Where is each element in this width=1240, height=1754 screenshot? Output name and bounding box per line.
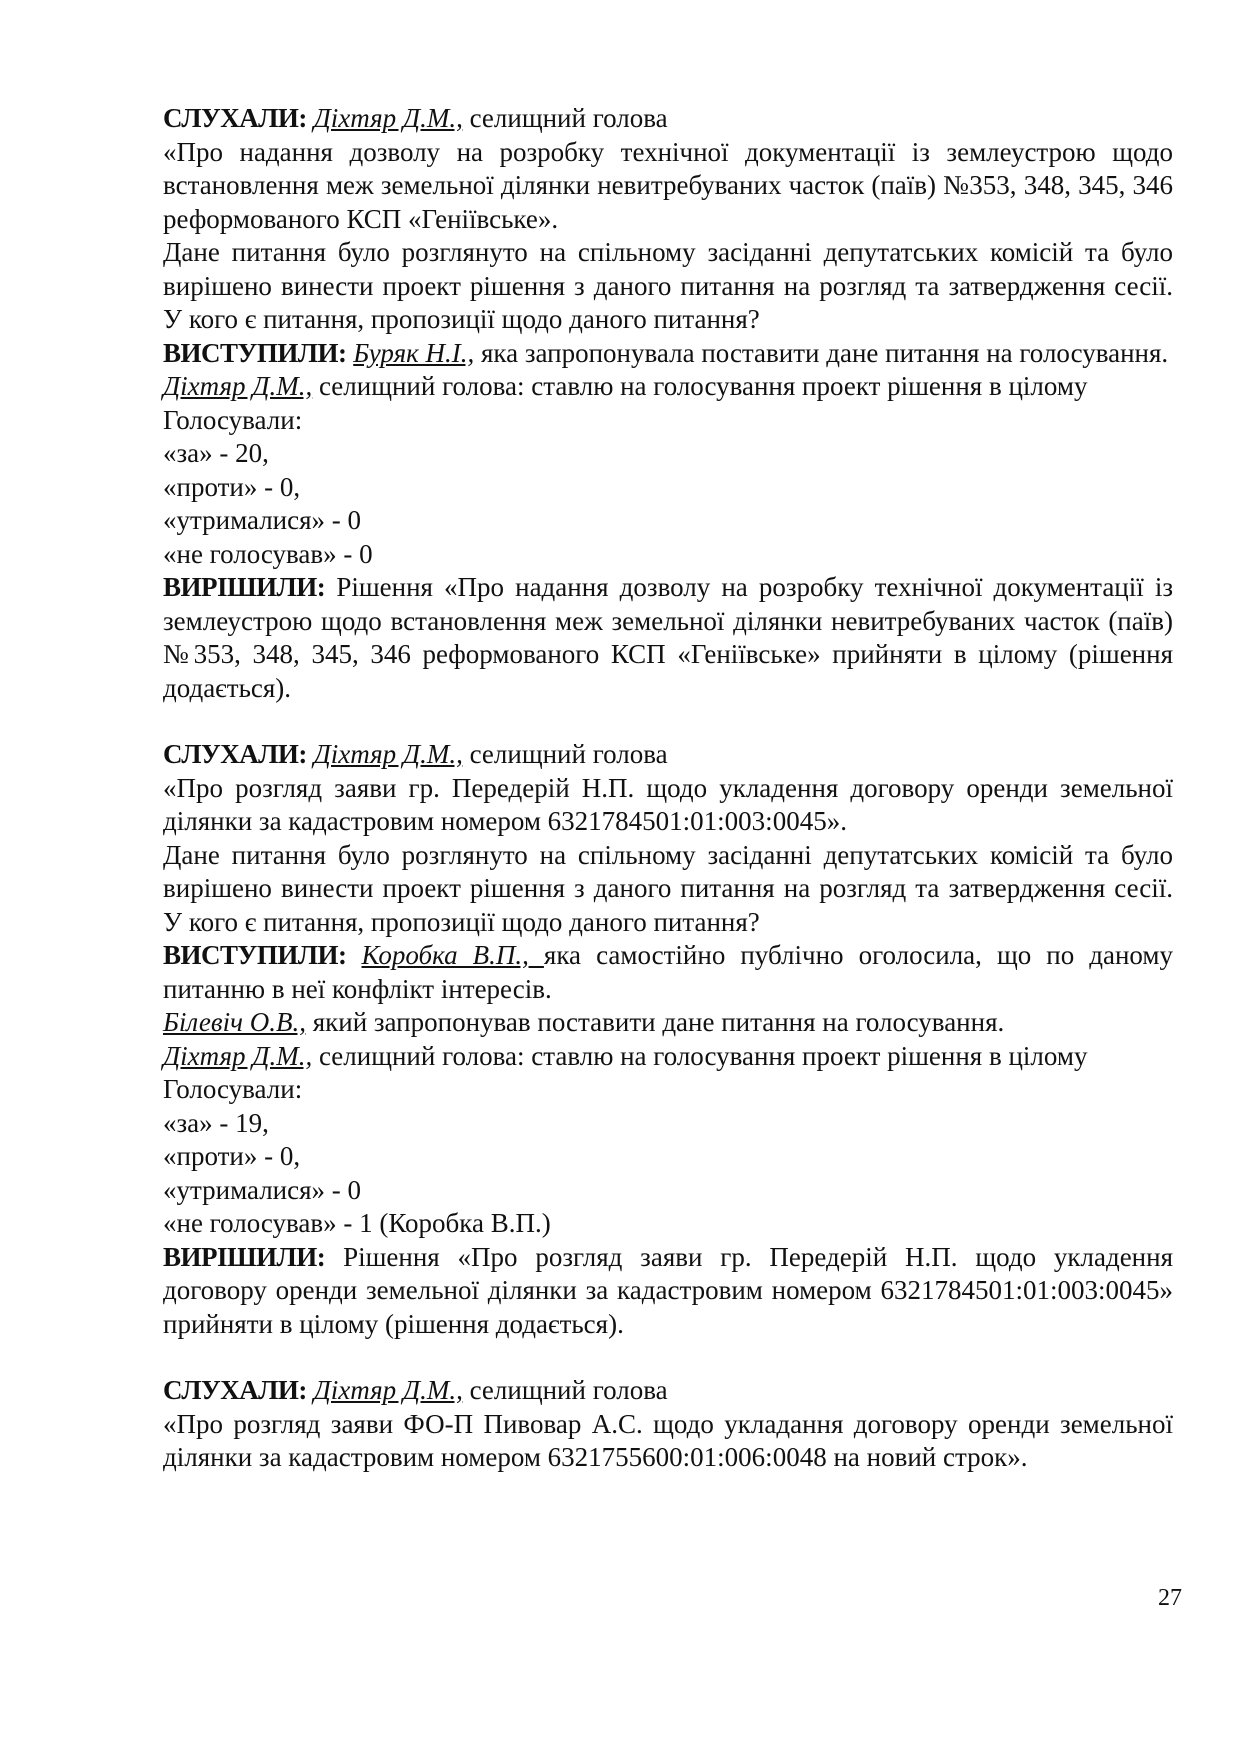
decision-text: Рішення «Про розгляд заяви гр. Передерій Н.П. щодо укладення договору оренди земельної ділянки за кадастровим номером 6321784501:01:003:0045» прийняти в цілому (рішення додається). bbox=[163, 1241, 1173, 1339]
heard-label: СЛУХАЛИ: bbox=[163, 739, 307, 769]
vote-against: «проти» - 0, bbox=[163, 1141, 301, 1171]
voted-label: Голосували: bbox=[163, 1074, 303, 1104]
decided-line bbox=[163, 1241, 1173, 1342]
speaker2-text: яка самостійно публічно оголосила, що по даному питанню в неї конфлікт інтересів. bbox=[163, 940, 1174, 1004]
discussion-text: Дане питання було розглянуто на спільному засіданні депутатських комісій та було вирішено винести проект рішення з даного питання на розгляд та затвердження сесії. У кого є питання, пропозиції щодо даного питання? bbox=[163, 839, 1173, 937]
speaker-name: Діхтяр Д.М., bbox=[313, 739, 463, 769]
spoke-label: ВИСТУПИЛИ: bbox=[163, 940, 347, 970]
chair-text: селищний голова: ставлю на голосування проект рішення в цілому bbox=[312, 371, 1088, 401]
decided-label: ВИРІШИЛИ: bbox=[163, 1241, 326, 1272]
chair-line bbox=[163, 1040, 1173, 1074]
spoke-label: ВИСТУПИЛИ: bbox=[163, 337, 347, 368]
heard-label: СЛУХАЛИ: bbox=[163, 1375, 307, 1405]
heard-line bbox=[163, 1374, 1173, 1408]
speaker-name: Діхтяр Д.М., bbox=[313, 103, 463, 133]
heard-label: СЛУХАЛИ: bbox=[163, 103, 307, 133]
question-text: «Про розгляд заяви гр. Передерій Н.П. щодо укладення договору оренди земельної ділянки за кадастровим номером 6321784501:01:003:0045». bbox=[163, 772, 1173, 836]
discussion-text: Дане питання було розглянуто на спільному засіданні депутатських комісій та було вирішено винести проект рішення з даного питання на розгляд та затвердження сесії. У кого є питання, пропозиції щодо даного питання? bbox=[163, 237, 1173, 334]
section-gap bbox=[163, 1341, 1173, 1374]
vote-abstain: «утрималися» - 0 bbox=[163, 505, 362, 535]
vote-not-voted: «не голосував» - 1 (Коробка В.П.) bbox=[163, 1208, 551, 1238]
heard-line bbox=[163, 102, 1173, 136]
chair-name: Діхтяр Д.М., bbox=[163, 1040, 313, 1071]
speaker3-name: Білевіч О.В., bbox=[163, 1007, 306, 1037]
question-text: «Про розгляд заяви ФО-П Пивовар А.С. щодо укладання договору оренди земельної ділянки за кадастровим номером 6321755600:01:006:0048 на новий строк». bbox=[163, 1408, 1173, 1472]
speaker3-line bbox=[163, 1006, 1173, 1040]
heard-line bbox=[163, 738, 1173, 772]
speaker2-name: Буряк Н.І., bbox=[353, 337, 475, 368]
speaker-role: селищний голова bbox=[462, 1375, 668, 1405]
decision-text: Рішення «Про надання дозволу на розробку технічної документації із землеустрою щодо встановлення меж земельної ділянки невитребуваних часток (паїв) №353, 348, 345, 346 реформованого КСП «Геніївське» прийняти в цілому (рішення додається). bbox=[163, 572, 1173, 703]
speaker3-text: який запропонував поставити дане питання на голосування. bbox=[305, 1007, 1005, 1037]
chair-line bbox=[163, 370, 1173, 404]
speaker-role: селищний голова bbox=[462, 103, 668, 133]
vote-not-voted: «не голосував» - 0 bbox=[163, 538, 373, 569]
spoke-line bbox=[163, 939, 1173, 1006]
voted-label: Голосували: bbox=[163, 404, 303, 435]
vote-for: «за» - 19, bbox=[163, 1107, 269, 1138]
vote-against: «проти» - 0, bbox=[163, 471, 301, 502]
decided-label: ВИРІШИЛИ: bbox=[163, 572, 326, 602]
section-gap bbox=[163, 705, 1173, 738]
speaker-name: Діхтяр Д.М., bbox=[313, 1375, 463, 1405]
chair-name: Діхтяр Д.М., bbox=[163, 371, 313, 401]
page-number: 27 bbox=[1158, 1585, 1182, 1611]
vote-for: «за» - 20, bbox=[163, 438, 269, 468]
speaker-role: селищний голова bbox=[462, 739, 668, 769]
spoke-line bbox=[163, 337, 1173, 371]
speaker2-name: Коробка В.П., bbox=[361, 940, 544, 970]
document-page bbox=[163, 102, 1173, 1475]
question-text: «Про надання дозволу на розробку технічної документації із землеустрою щодо встановлення меж земельної ділянки невитребуваних часток (паїв) №353, 348, 345, 346 реформованого КСП «Геніївське». bbox=[163, 136, 1173, 234]
chair-text: селищний голова: ставлю на голосування проект рішення в цілому bbox=[312, 1040, 1088, 1071]
vote-abstain: «утрималися» - 0 bbox=[163, 1174, 362, 1205]
speaker2-text: яка запропонувала поставити дане питання на голосування. bbox=[474, 337, 1169, 368]
decided-line bbox=[163, 571, 1173, 705]
